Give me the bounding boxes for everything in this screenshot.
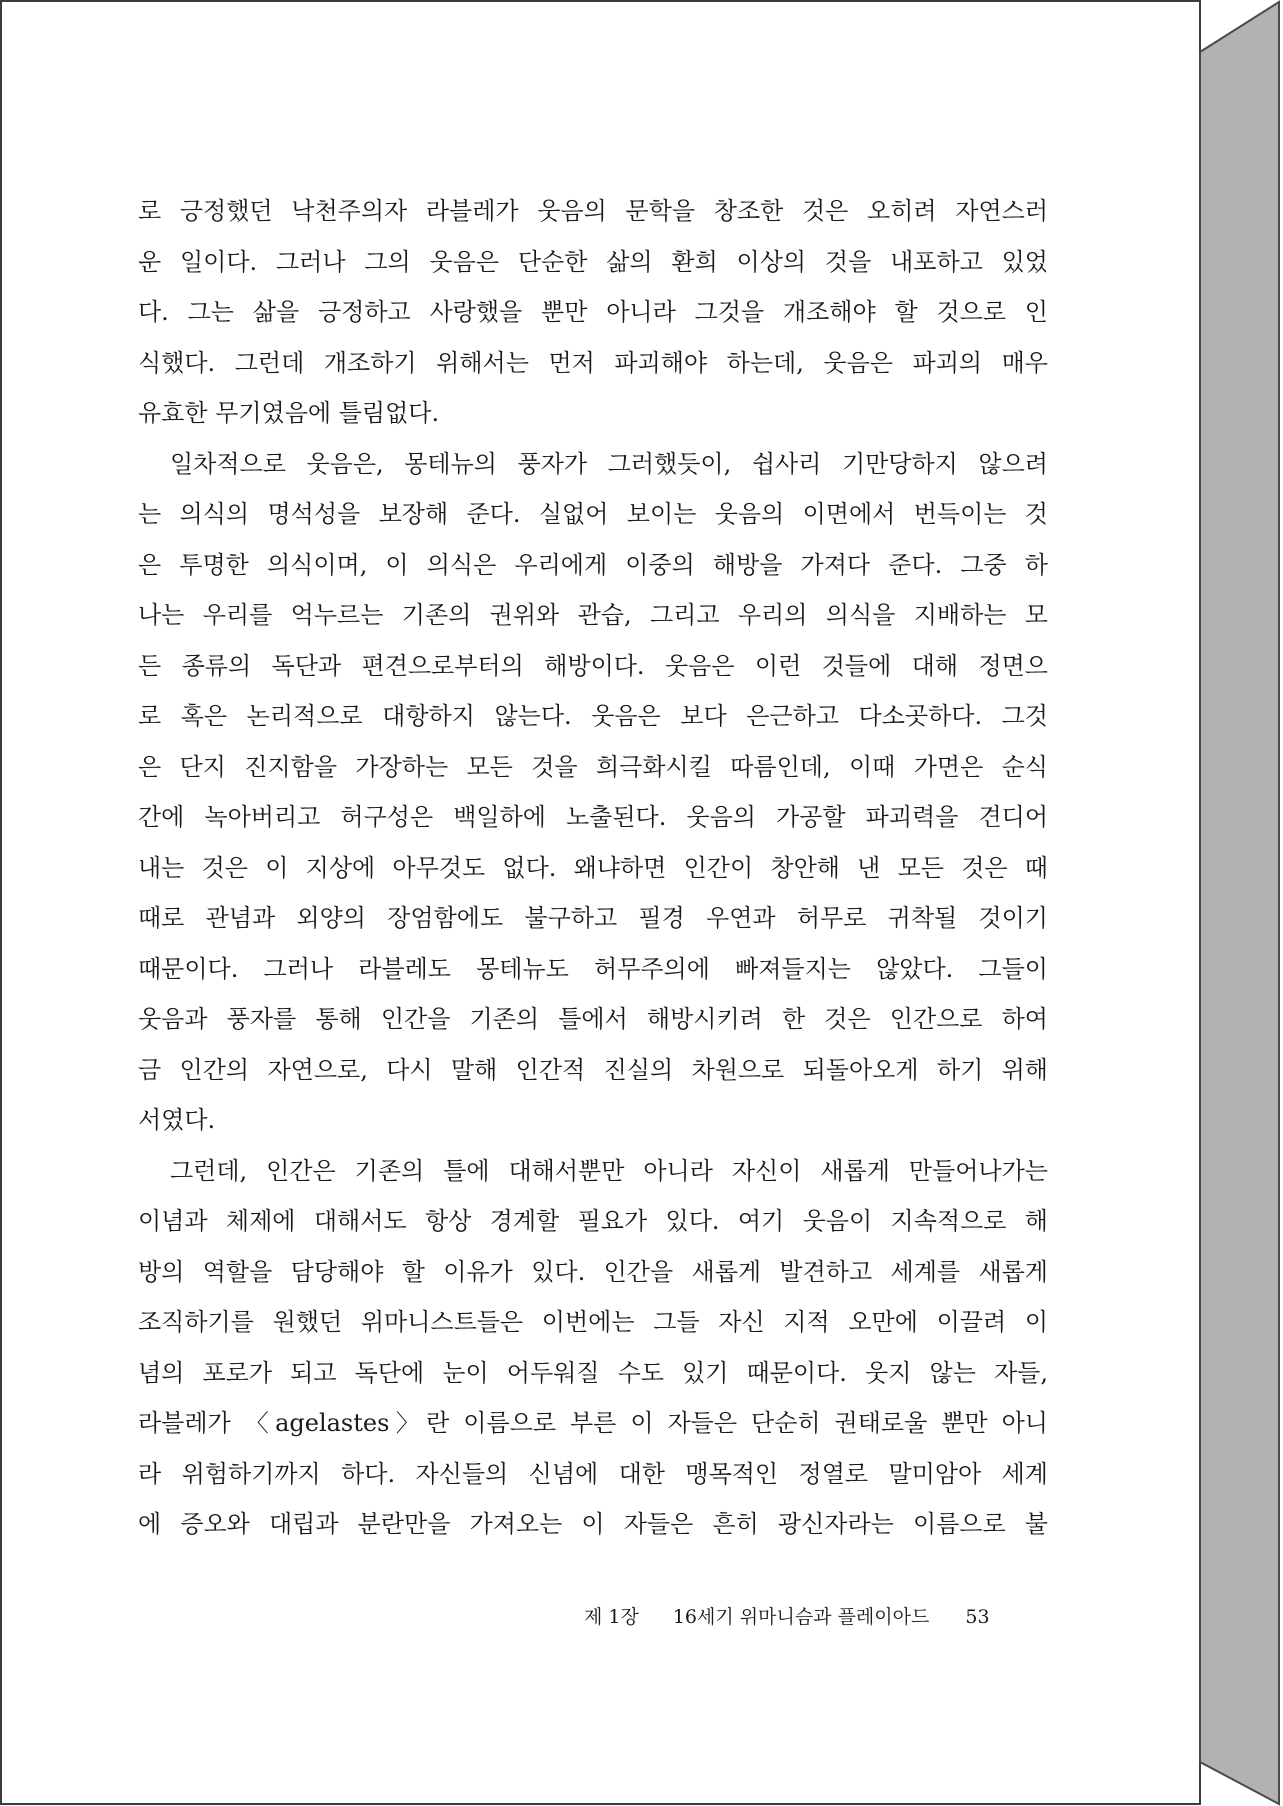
text-line: 로 긍정했던 낙천주의자 라블레가 웃음의 문학을 창조한 것은 오히려 자연스러 <box>138 197 1048 225</box>
text-line: 은 단지 진지함을 가장하는 모든 것을 희극화시킬 따름인데, 이때 가면은 순식 <box>138 752 1048 781</box>
text-line: 금 인간의 자연으로, 다시 말해 인간적 진실의 차원으로 되돌아오게 하기 위해 <box>138 1055 1048 1084</box>
page-number: 53 <box>965 1606 990 1628</box>
text-line: 는 의식의 명석성을 보장해 준다. 실없어 보이는 웃음의 이면에서 번득이는 것 <box>138 500 1048 528</box>
paragraph <box>138 186 1048 439</box>
text-line: 조직하기를 원했던 위마니스트들은 이번에는 그들 자신 지적 오만에 이끌려 이 <box>138 1308 1048 1336</box>
text-line: 에 증오와 대립과 분란만을 가져오는 이 자들은 흔히 광신자라는 이름으로 불 <box>138 1510 1048 1538</box>
text-line: 방의 역할을 담당해야 할 이유가 있다. 인간을 새롭게 발견하고 세계를 새롭게 <box>138 1257 1048 1286</box>
text-line: 이념과 체제에 대해서도 항상 경계할 필요가 있다. 여기 웃음이 지속적으로 해 <box>138 1207 1048 1235</box>
text-line: 운 일이다. 그러나 그의 웃음은 단순한 삶의 환희 이상의 것을 내포하고 있었 <box>138 247 1048 276</box>
body-text <box>138 186 1048 1550</box>
chapter-label: 제 1장 <box>584 1606 639 1628</box>
text-line: 나는 우리를 억누르는 기존의 권위와 관습, 그리고 우리의 의식을 지배하는 모 <box>138 601 1048 629</box>
text-line: 간에 녹아버리고 허구성은 백일하에 노출된다. 웃음의 가공할 파괴력을 견디어 <box>138 803 1048 831</box>
chapter-title: 16세기 위마니슴과 플레이아드 <box>672 1606 930 1628</box>
text-line: 서였다. <box>138 1106 216 1134</box>
book-edge-face <box>1200 2 1279 1804</box>
text-line: 은 투명한 의식이며, 이 의식은 우리에게 이중의 해방을 가져다 준다. 그중 하 <box>138 550 1048 579</box>
text-line: 내는 것은 이 지상에 아무것도 없다. 왜냐하면 인간이 창안해 낸 모든 것은 때 <box>138 853 1048 882</box>
text-line: 식했다. 그런데 개조하기 위해서는 먼저 파괴해야 하는데, 웃음은 파괴의 매우 <box>138 348 1048 377</box>
text-line: 때로 관념과 외양의 장엄함에도 불구하고 필경 우연과 허무로 귀착될 것이기 <box>138 904 1048 932</box>
paragraph <box>138 439 1048 1146</box>
text-line: 라 위험하기까지 하다. 자신들의 신념에 대한 맹목적인 정열로 말미암아 세계 <box>138 1459 1048 1488</box>
text-line: 라블레가 〈agelastes〉란 이름으로 부른 이 자들은 단순히 권태로울 뿐만 아니 <box>138 1409 1048 1437</box>
paragraph <box>138 1146 1048 1550</box>
text-line: 웃음과 풍자를 통해 인간을 기존의 틀에서 해방시키려 한 것은 인간으로 하여 <box>138 1005 1048 1033</box>
text-line: 념의 포로가 되고 독단에 눈이 어두워질 수도 있기 때문이다. 웃지 않는 자들, <box>138 1358 1048 1387</box>
text-line: 유효한 무기였음에 틀림없다. <box>138 399 440 427</box>
text-line: 로 혹은 논리적으로 대항하지 않는다. 웃음은 보다 은근하고 다소곳하다. 그것 <box>138 702 1048 730</box>
running-footer <box>584 1600 990 1634</box>
text-line: 그런데, 인간은 기존의 틀에 대해서뿐만 아니라 자신이 새롭게 만들어나가는 <box>170 1156 1048 1185</box>
text-line: 일차적으로 웃음은, 몽테뉴의 풍자가 그러했듯이, 쉽사리 기만당하지 않으려 <box>170 449 1048 478</box>
text-line: 때문이다. 그러나 라블레도 몽테뉴도 허무주의에 빠져들지는 않았다. 그들이 <box>138 954 1048 983</box>
text-line: 든 종류의 독단과 편견으로부터의 해방이다. 웃음은 이런 것들에 대해 정면으 <box>138 651 1048 680</box>
book-edge-side <box>1199 0 1283 1806</box>
text-line: 다. 그는 삶을 긍정하고 사랑했을 뿐만 아니라 그것을 개조해야 할 것으로 인 <box>138 298 1048 326</box>
